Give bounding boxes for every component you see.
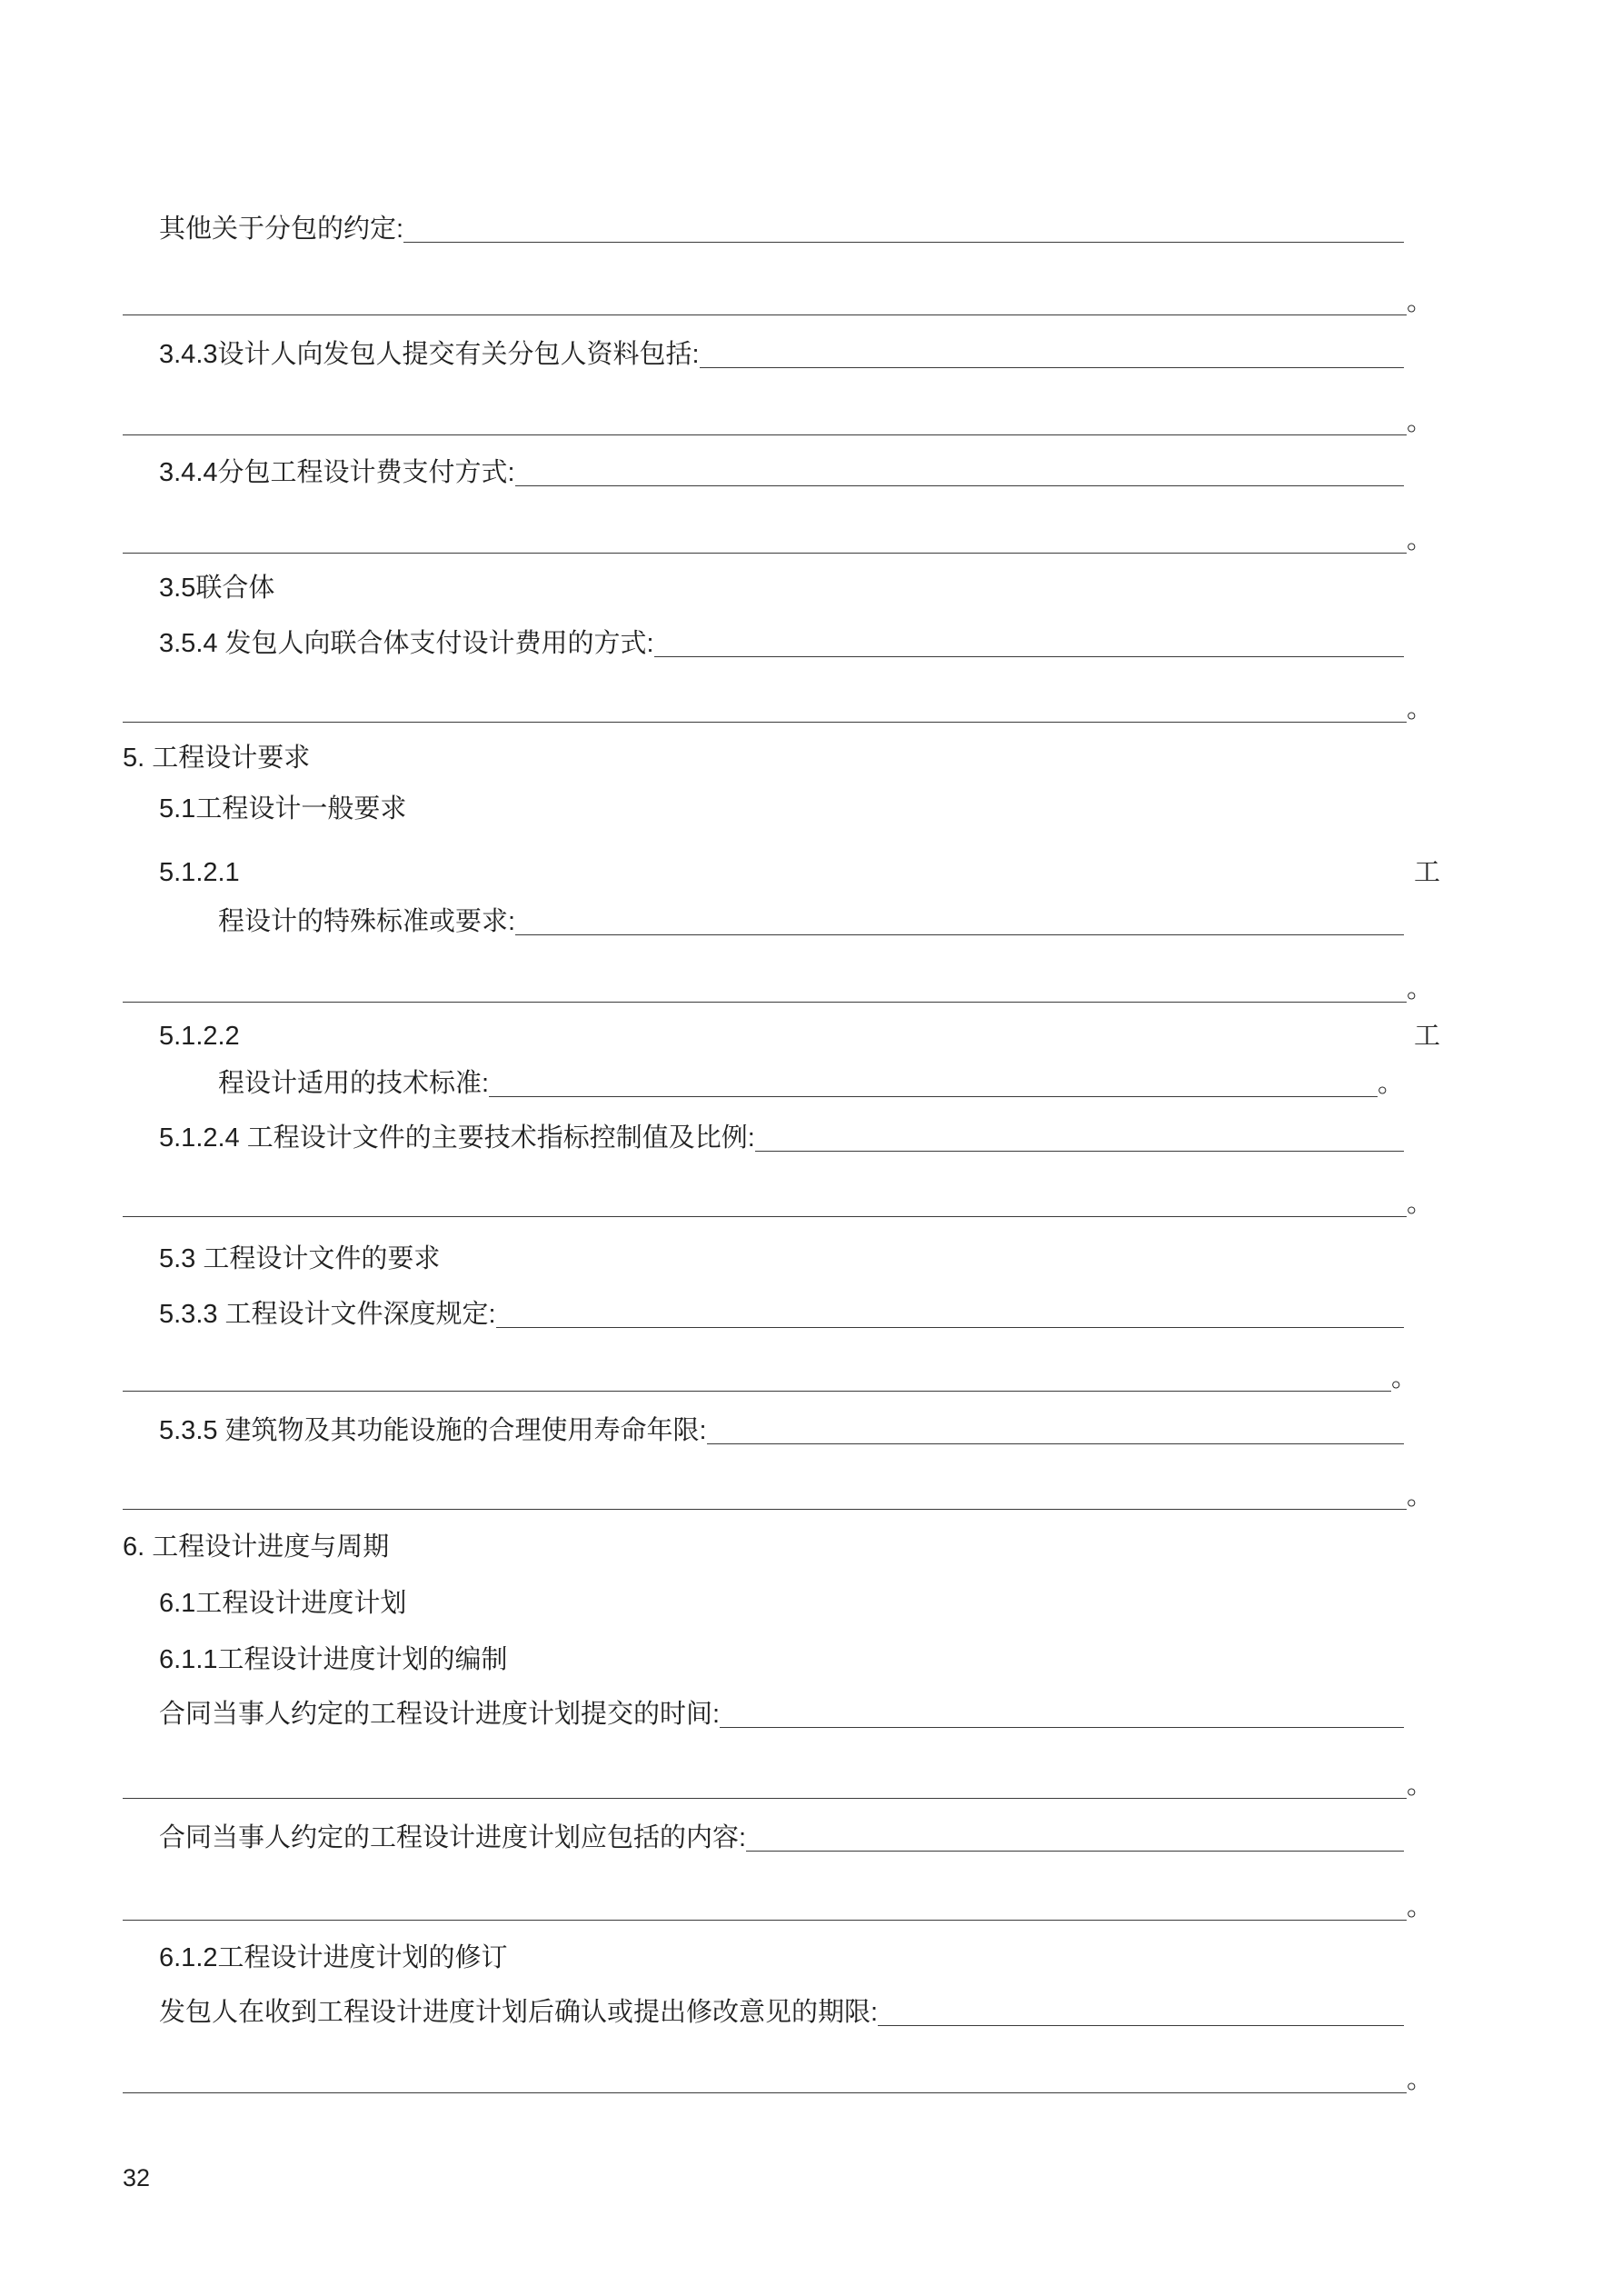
sentence-period: 。 (1406, 694, 1433, 724)
continuation-line (123, 969, 1433, 1009)
blank-underline[interactable] (123, 969, 1407, 1003)
field-5-1-2-4 (159, 1118, 1404, 1158)
justified-overflow-char: 工 (1413, 1022, 1440, 1051)
blank-underline[interactable] (123, 1476, 1407, 1510)
heading-6-1-2 (159, 1938, 1404, 1978)
blank-underline[interactable] (123, 520, 1407, 554)
sentence-period: 。 (1406, 1771, 1433, 1800)
field-5-1-2-1-wrap (218, 902, 1404, 942)
field-label: 发包人在收到工程设计进度计划后确认或提出修改意见的期限: (159, 1998, 879, 2027)
continuation-line (123, 1765, 1433, 1805)
field-label: 合同当事人约定的工程设计进度计划提交的时间: (159, 1700, 721, 1729)
field-label: 其他关于分包的约定: (159, 215, 404, 244)
field-5-1-2-2-wrap (218, 1063, 1404, 1103)
blank-underline[interactable] (123, 689, 1407, 723)
sentence-period: 。 (1406, 1189, 1433, 1218)
sentence-period: 。 (1406, 1482, 1433, 1511)
blank-underline[interactable] (654, 624, 1404, 657)
blank-underline[interactable] (878, 1992, 1404, 2026)
blank-underline[interactable] (720, 1694, 1404, 1728)
heading-6 (123, 1527, 1404, 1567)
field-6-1-2-deadline (159, 1992, 1404, 2032)
field-label: 程设计适用的技术标准: (218, 1069, 490, 1098)
continuation-line (123, 2060, 1433, 2100)
blank-underline[interactable] (123, 1765, 1407, 1799)
field-subcontract-other (159, 209, 1404, 249)
heading-6-1-1 (159, 1640, 1404, 1680)
heading-text: 5.3 工程设计文件的要求 (159, 1244, 441, 1273)
blank-underline[interactable] (515, 902, 1404, 935)
blank-underline[interactable] (515, 453, 1404, 486)
field-3-4-3 (159, 334, 1404, 374)
field-label: 5.3.5 建筑物及其功能设施的合理使用寿命年限: (159, 1416, 707, 1445)
blank-underline[interactable] (403, 209, 1404, 243)
field-5-3-3 (159, 1294, 1404, 1334)
clause-number-row-5-1-2-2 (159, 1016, 1440, 1056)
blank-underline[interactable] (707, 1411, 1404, 1444)
field-label: 5.1.2.4 工程设计文件的主要技术指标控制值及比例: (159, 1123, 755, 1153)
justified-overflow-char: 工 (1413, 858, 1440, 887)
continuation-line (123, 402, 1433, 442)
field-3-4-4 (159, 453, 1404, 493)
blank-underline[interactable] (123, 1887, 1407, 1921)
field-label: 3.5.4 发包人向联合体支付设计费用的方式: (159, 629, 654, 658)
heading-text: 5. 工程设计要求 (123, 744, 311, 773)
heading-text: 6. 工程设计进度与周期 (123, 1532, 390, 1562)
field-5-3-5 (159, 1411, 1404, 1451)
sentence-period: 。 (1406, 1892, 1433, 1922)
field-6-1-1-time (159, 1694, 1404, 1734)
field-label: 合同当事人约定的工程设计进度计划应包括的内容: (159, 1823, 747, 1852)
field-3-5-4 (159, 624, 1404, 664)
field-6-1-1-content (159, 1818, 1404, 1858)
field-label: 3.4.4分包工程设计费支付方式: (159, 458, 515, 487)
heading-6-1 (159, 1583, 1404, 1623)
blank-underline[interactable] (123, 1183, 1407, 1217)
heading-5-1 (159, 789, 1404, 829)
blank-underline[interactable] (746, 1818, 1404, 1852)
blank-underline[interactable] (496, 1294, 1404, 1328)
continuation-line (123, 1358, 1418, 1398)
continuation-line (123, 1183, 1433, 1223)
heading-5 (123, 738, 1404, 778)
field-label: 5.3.3 工程设计文件深度规定: (159, 1300, 496, 1329)
continuation-line (123, 282, 1433, 322)
sentence-period: 。 (1406, 287, 1433, 316)
sentence-period: 。 (1377, 1069, 1404, 1098)
continuation-line (123, 1476, 1433, 1516)
blank-underline[interactable] (123, 2060, 1407, 2093)
clause-number: 5.1.2.2 (159, 1022, 240, 1051)
heading-text: 5.1工程设计一般要求 (159, 794, 407, 824)
continuation-line (123, 520, 1433, 560)
sentence-period: 。 (1390, 1363, 1418, 1393)
blank-underline[interactable] (123, 402, 1407, 435)
sentence-period: 。 (1406, 525, 1433, 554)
heading-5-3 (159, 1239, 1404, 1279)
blank-underline[interactable] (755, 1118, 1404, 1152)
sentence-period: 。 (1406, 407, 1433, 436)
blank-underline[interactable] (700, 334, 1404, 368)
blank-underline[interactable] (123, 282, 1407, 315)
heading-3-5 (159, 568, 1404, 608)
clause-number: 5.1.2.1 (159, 858, 240, 887)
sentence-period: 。 (1406, 2065, 1433, 2094)
blank-underline[interactable] (123, 1358, 1391, 1392)
sentence-period: 。 (1406, 974, 1433, 1003)
heading-text: 3.5联合体 (159, 574, 275, 603)
field-label: 程设计的特殊标准或要求: (218, 907, 516, 936)
blank-underline[interactable] (489, 1063, 1378, 1097)
heading-text: 6.1工程设计进度计划 (159, 1589, 407, 1618)
page-number: 32 (123, 2164, 151, 2191)
continuation-line (123, 1887, 1433, 1927)
heading-text: 6.1.1工程设计进度计划的编制 (159, 1645, 508, 1674)
clause-number-row-5-1-2-1 (159, 853, 1440, 893)
heading-text: 6.1.2工程设计进度计划的修订 (159, 1943, 508, 1972)
field-label: 3.4.3设计人向发包人提交有关分包人资料包括: (159, 340, 700, 369)
continuation-line (123, 689, 1433, 729)
